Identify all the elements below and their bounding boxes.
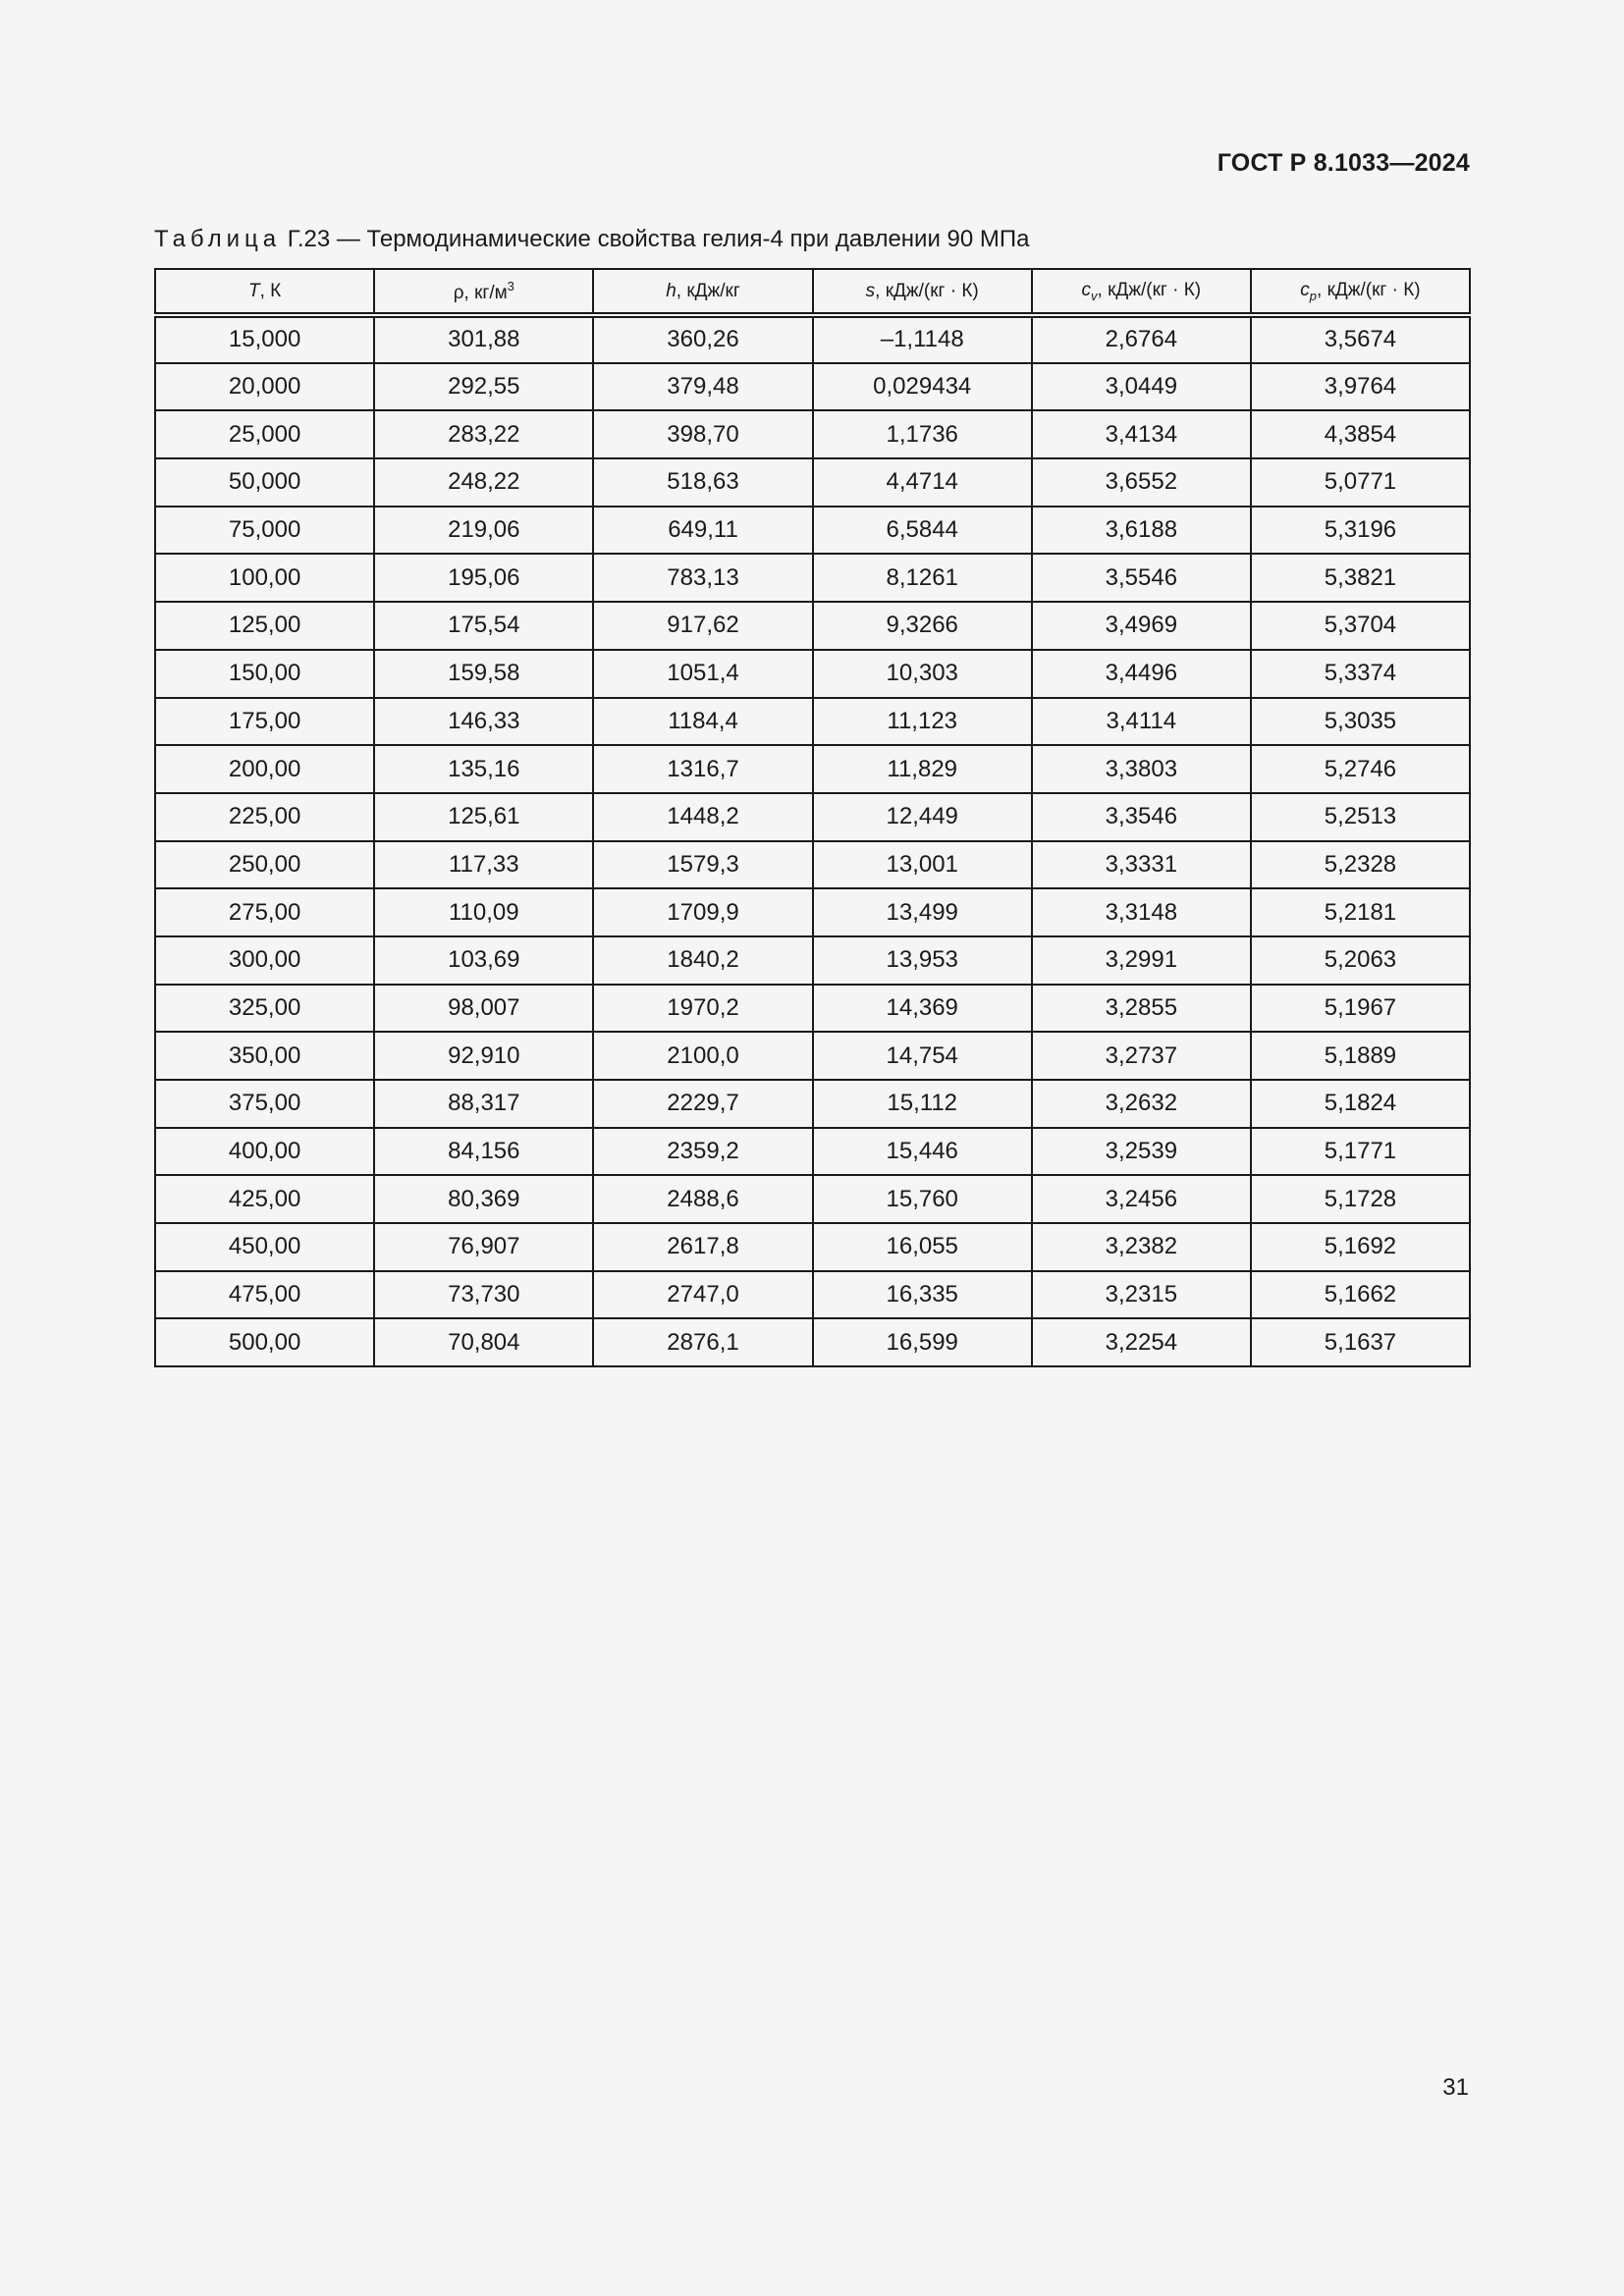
table-cell: 1709,9 — [593, 888, 812, 936]
table-cell: 200,00 — [155, 745, 374, 793]
table-cell: 135,16 — [374, 745, 593, 793]
table-cell: 4,3854 — [1251, 410, 1470, 458]
column-symbol: ρ — [453, 282, 464, 303]
table-cell: 425,00 — [155, 1175, 374, 1223]
table-caption-prefix: Таблица — [154, 226, 282, 252]
table-cell: 3,3546 — [1032, 793, 1251, 841]
column-unit: , кДж/(кг · К) — [1317, 279, 1421, 300]
table-cell: 3,2855 — [1032, 985, 1251, 1033]
table-cell: 88,317 — [374, 1080, 593, 1128]
column-symbol: h — [666, 280, 677, 301]
table-cell: 3,2539 — [1032, 1128, 1251, 1176]
table-cell: 20,000 — [155, 363, 374, 411]
table-cell: 25,000 — [155, 410, 374, 458]
table-cell: 5,2181 — [1251, 888, 1470, 936]
table-cell: 3,2456 — [1032, 1175, 1251, 1223]
table-cell: 4,4714 — [813, 458, 1032, 507]
table-cell: 5,0771 — [1251, 458, 1470, 507]
table-cell: 5,1637 — [1251, 1318, 1470, 1366]
table-cell: 5,3821 — [1251, 554, 1470, 602]
table-cell: 5,1889 — [1251, 1032, 1470, 1080]
table-cell: 9,3266 — [813, 602, 1032, 650]
table-cell: 3,2632 — [1032, 1080, 1251, 1128]
table-cell: 350,00 — [155, 1032, 374, 1080]
column-unit: , кДж/(кг · К) — [875, 280, 979, 301]
table-row — [155, 363, 1470, 411]
table-header-row — [155, 269, 1470, 315]
table-cell: 16,055 — [813, 1223, 1032, 1271]
table-cell: 649,11 — [593, 507, 812, 555]
table-cell: 5,1728 — [1251, 1175, 1470, 1223]
table-caption-text: Г.23 — Термодинамические свойства гелия-4 при давлении 90 МПа — [281, 226, 1030, 252]
table-cell: 84,156 — [374, 1128, 593, 1176]
column-unit: , кДж/(кг · К) — [1097, 279, 1202, 300]
table-cell: 250,00 — [155, 841, 374, 889]
table-cell: 175,00 — [155, 698, 374, 746]
table-cell: –1,1148 — [813, 315, 1032, 363]
table-cell: 3,4496 — [1032, 650, 1251, 698]
page-number: 31 — [1442, 2074, 1469, 2101]
table-cell: 2488,6 — [593, 1175, 812, 1223]
column-symbol: c — [1081, 279, 1092, 300]
table-cell: 195,06 — [374, 554, 593, 602]
table-cell: 3,3803 — [1032, 745, 1251, 793]
column-header-entropy — [813, 269, 1032, 315]
table-cell: 117,33 — [374, 841, 593, 889]
table-row — [155, 1223, 1470, 1271]
table-cell: 3,2382 — [1032, 1223, 1251, 1271]
column-header-density — [374, 269, 593, 315]
table-row — [155, 1175, 1470, 1223]
table-cell: 3,4134 — [1032, 410, 1251, 458]
table-cell: 16,335 — [813, 1271, 1032, 1319]
table-cell: 3,6552 — [1032, 458, 1251, 507]
table-cell: 500,00 — [155, 1318, 374, 1366]
table-cell: 219,06 — [374, 507, 593, 555]
table-cell: 292,55 — [374, 363, 593, 411]
table-row — [155, 1080, 1470, 1128]
column-unit: , кг/м — [463, 282, 508, 303]
table-row — [155, 650, 1470, 698]
table-cell: 783,13 — [593, 554, 812, 602]
table-cell: 159,58 — [374, 650, 593, 698]
column-header-cp — [1251, 269, 1470, 315]
table-cell: 75,000 — [155, 507, 374, 555]
table-row — [155, 315, 1470, 363]
table-cell: 15,112 — [813, 1080, 1032, 1128]
table-cell: 5,1967 — [1251, 985, 1470, 1033]
table-cell: 325,00 — [155, 985, 374, 1033]
table-cell: 3,5546 — [1032, 554, 1251, 602]
column-unit-superscript: 3 — [507, 278, 514, 294]
table-cell: 248,22 — [374, 458, 593, 507]
column-symbol: c — [1300, 279, 1310, 300]
table-cell: 15,446 — [813, 1128, 1032, 1176]
table-cell: 5,3374 — [1251, 650, 1470, 698]
table-cell: 100,00 — [155, 554, 374, 602]
table-cell: 150,00 — [155, 650, 374, 698]
table-cell: 275,00 — [155, 888, 374, 936]
table-cell: 5,1824 — [1251, 1080, 1470, 1128]
table-row — [155, 1128, 1470, 1176]
table-row — [155, 698, 1470, 746]
table-cell: 5,1662 — [1251, 1271, 1470, 1319]
table-cell: 2747,0 — [593, 1271, 812, 1319]
table-cell: 15,760 — [813, 1175, 1032, 1223]
table-cell: 11,829 — [813, 745, 1032, 793]
document-code: ГОСТ Р 8.1033—2024 — [1217, 149, 1470, 177]
table-cell: 3,2254 — [1032, 1318, 1251, 1366]
table-row — [155, 410, 1470, 458]
table-cell: 5,1771 — [1251, 1128, 1470, 1176]
column-unit: , К — [259, 280, 282, 301]
table-cell: 8,1261 — [813, 554, 1032, 602]
table-cell: 0,029434 — [813, 363, 1032, 411]
table-cell: 3,6188 — [1032, 507, 1251, 555]
table-row — [155, 1318, 1470, 1366]
table-row — [155, 793, 1470, 841]
column-symbol-subscript: v — [1091, 288, 1098, 303]
table-cell: 2359,2 — [593, 1128, 812, 1176]
table-cell: 73,730 — [374, 1271, 593, 1319]
table-cell: 98,007 — [374, 985, 593, 1033]
table-cell: 92,910 — [374, 1032, 593, 1080]
table-cell: 917,62 — [593, 602, 812, 650]
table-row — [155, 888, 1470, 936]
table-cell: 70,804 — [374, 1318, 593, 1366]
column-symbol: T — [247, 280, 260, 301]
table-cell: 13,953 — [813, 936, 1032, 985]
table-cell: 379,48 — [593, 363, 812, 411]
table-cell: 360,26 — [593, 315, 812, 363]
table-cell: 50,000 — [155, 458, 374, 507]
table-cell: 5,2063 — [1251, 936, 1470, 985]
table-cell: 3,5674 — [1251, 315, 1470, 363]
table-cell: 301,88 — [374, 315, 593, 363]
table-row — [155, 458, 1470, 507]
table-cell: 3,9764 — [1251, 363, 1470, 411]
table-cell: 2100,0 — [593, 1032, 812, 1080]
table-cell: 5,2328 — [1251, 841, 1470, 889]
table-cell: 3,3331 — [1032, 841, 1251, 889]
table-cell: 1051,4 — [593, 650, 812, 698]
table-cell: 283,22 — [374, 410, 593, 458]
table-row — [155, 936, 1470, 985]
table-cell: 125,00 — [155, 602, 374, 650]
table-cell: 3,2737 — [1032, 1032, 1251, 1080]
table-cell: 1840,2 — [593, 936, 812, 985]
table-cell: 10,303 — [813, 650, 1032, 698]
table-cell: 1579,3 — [593, 841, 812, 889]
table-cell: 14,369 — [813, 985, 1032, 1033]
table-cell: 16,599 — [813, 1318, 1032, 1366]
column-unit: , кДж/кг — [676, 280, 740, 301]
table-cell: 15,000 — [155, 315, 374, 363]
table-cell: 450,00 — [155, 1223, 374, 1271]
column-header-temperature — [155, 269, 374, 315]
table-cell: 3,2991 — [1032, 936, 1251, 985]
table-cell: 5,3035 — [1251, 698, 1470, 746]
table-cell: 1448,2 — [593, 793, 812, 841]
table-cell: 225,00 — [155, 793, 374, 841]
table-cell: 5,2746 — [1251, 745, 1470, 793]
table-cell: 13,499 — [813, 888, 1032, 936]
table-cell: 1184,4 — [593, 698, 812, 746]
table-row — [155, 507, 1470, 555]
table-cell: 80,369 — [374, 1175, 593, 1223]
table-cell: 3,4969 — [1032, 602, 1251, 650]
table-cell: 6,5844 — [813, 507, 1032, 555]
table-cell: 400,00 — [155, 1128, 374, 1176]
table-cell: 518,63 — [593, 458, 812, 507]
column-symbol-subscript: p — [1309, 288, 1318, 303]
table-cell: 1970,2 — [593, 985, 812, 1033]
column-header-enthalpy — [593, 269, 812, 315]
table-row — [155, 1271, 1470, 1319]
table-cell: 3,0449 — [1032, 363, 1251, 411]
table-cell: 5,1692 — [1251, 1223, 1470, 1271]
table-cell: 5,3196 — [1251, 507, 1470, 555]
table-row — [155, 985, 1470, 1033]
table-cell: 76,907 — [374, 1223, 593, 1271]
table-body — [155, 315, 1470, 1366]
table-cell: 375,00 — [155, 1080, 374, 1128]
table-cell: 11,123 — [813, 698, 1032, 746]
table-row — [155, 602, 1470, 650]
column-header-cv — [1032, 269, 1251, 315]
table-caption — [154, 226, 1029, 253]
table-row — [155, 1032, 1470, 1080]
table-cell: 146,33 — [374, 698, 593, 746]
table-cell: 398,70 — [593, 410, 812, 458]
table-cell: 475,00 — [155, 1271, 374, 1319]
table-row — [155, 554, 1470, 602]
table-cell: 2617,8 — [593, 1223, 812, 1271]
table-cell: 1,1736 — [813, 410, 1032, 458]
thermodynamic-properties-table — [154, 268, 1471, 1367]
table-cell: 3,4114 — [1032, 698, 1251, 746]
table-cell: 125,61 — [374, 793, 593, 841]
table-cell: 175,54 — [374, 602, 593, 650]
table-row — [155, 745, 1470, 793]
table-cell: 5,3704 — [1251, 602, 1470, 650]
table-cell: 110,09 — [374, 888, 593, 936]
table-cell: 3,3148 — [1032, 888, 1251, 936]
table-row — [155, 841, 1470, 889]
table-cell: 14,754 — [813, 1032, 1032, 1080]
table-cell: 1316,7 — [593, 745, 812, 793]
table-cell: 300,00 — [155, 936, 374, 985]
table-cell: 5,2513 — [1251, 793, 1470, 841]
table-cell: 12,449 — [813, 793, 1032, 841]
table-cell: 103,69 — [374, 936, 593, 985]
table-cell: 13,001 — [813, 841, 1032, 889]
column-symbol: s — [865, 280, 876, 301]
table-cell: 2,6764 — [1032, 315, 1251, 363]
table-cell: 3,2315 — [1032, 1271, 1251, 1319]
table-cell: 2229,7 — [593, 1080, 812, 1128]
table-cell: 2876,1 — [593, 1318, 812, 1366]
